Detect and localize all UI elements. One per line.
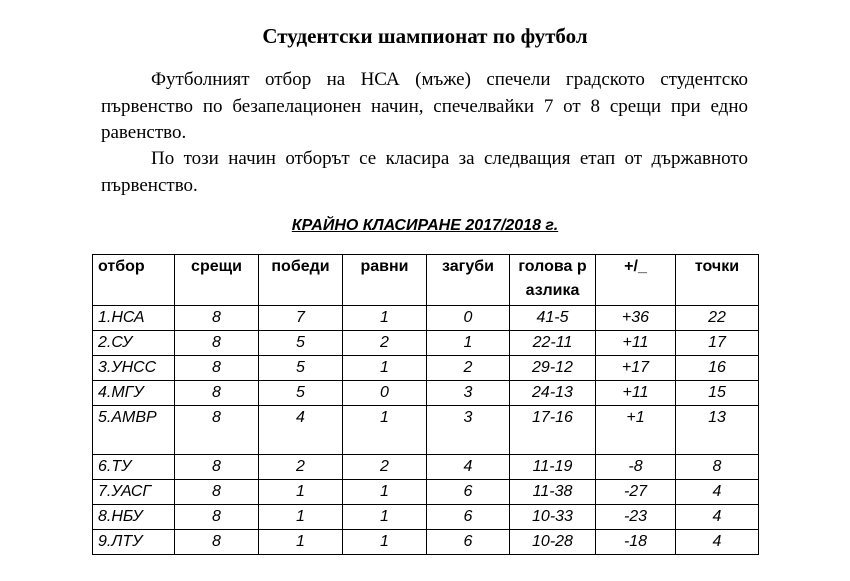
column-header-team: отбор [93,255,175,306]
cell-draws: 1 [343,480,427,505]
cell-team: 5.АМВР [93,406,175,455]
column-header-matches: срещи [175,255,259,306]
cell-losses: 2 [427,356,510,381]
table-row [93,480,759,505]
cell-goals: 10-33 [510,505,596,530]
cell-points: 16 [676,356,759,381]
column-header-points: точки [676,255,759,306]
cell-matches: 8 [175,356,259,381]
cell-wins: 7 [259,306,343,331]
cell-points: 17 [676,331,759,356]
cell-draws: 1 [343,505,427,530]
table-row [93,381,759,406]
cell-wins: 1 [259,505,343,530]
column-header-draws: равни [343,255,427,306]
cell-points: 4 [676,530,759,555]
cell-losses: 1 [427,331,510,356]
cell-wins: 1 [259,480,343,505]
cell-draws: 1 [343,356,427,381]
cell-wins: 5 [259,356,343,381]
cell-goals: 22-11 [510,331,596,356]
column-header-goals: голова разлика [510,255,596,306]
table-row [93,406,759,455]
cell-goal-difference: -27 [596,480,676,505]
cell-goal-difference: +17 [596,356,676,381]
cell-points: 15 [676,381,759,406]
table-row [93,455,759,480]
paragraph-1: Футболният отбор на НСА (мъже) спечели градското студентско първенство по безапелационен начин, спечелвайки 7 от 8 срещи при едно равенство. [101,69,748,143]
cell-team: 1.НСА [93,306,175,331]
cell-wins: 5 [259,381,343,406]
cell-points: 8 [676,455,759,480]
cell-draws: 2 [343,331,427,356]
cell-wins: 1 [259,530,343,555]
cell-goal-difference: +11 [596,331,676,356]
cell-losses: 3 [427,406,510,455]
cell-goal-difference: -8 [596,455,676,480]
cell-matches: 8 [175,455,259,480]
cell-goal-difference: -23 [596,505,676,530]
document-title: Студентски шампионат по футбол [262,24,588,48]
paragraph-2: По този начин отборът се класира за следващия етап от държавното първенство. [101,148,748,196]
cell-points: 4 [676,505,759,530]
cell-team: 9.ЛТУ [93,530,175,555]
cell-goals: 41-5 [510,306,596,331]
cell-points: 22 [676,306,759,331]
column-header-losses: загуби [427,255,510,306]
cell-goals: 24-13 [510,381,596,406]
cell-matches: 8 [175,406,259,455]
cell-matches: 8 [175,480,259,505]
cell-losses: 4 [427,455,510,480]
cell-draws: 0 [343,381,427,406]
cell-team: 2.СУ [93,331,175,356]
cell-losses: 6 [427,505,510,530]
cell-team: 6.ТУ [93,455,175,480]
cell-goal-difference: -18 [596,530,676,555]
column-header-goal-difference: +/_ [596,255,676,306]
cell-losses: 6 [427,530,510,555]
cell-team: 4.МГУ [93,381,175,406]
table-header-row [93,255,759,306]
cell-goals: 11-19 [510,455,596,480]
cell-team: 7.УАСГ [93,480,175,505]
cell-draws: 1 [343,530,427,555]
cell-team: 3.УНСС [93,356,175,381]
cell-goals: 11-38 [510,480,596,505]
cell-wins: 2 [259,455,343,480]
table-row [93,356,759,381]
cell-losses: 0 [427,306,510,331]
cell-draws: 1 [343,406,427,455]
cell-draws: 1 [343,306,427,331]
table-row [93,331,759,356]
cell-goal-difference: +36 [596,306,676,331]
cell-goal-difference: +11 [596,381,676,406]
cell-wins: 4 [259,406,343,455]
cell-losses: 6 [427,480,510,505]
cell-matches: 8 [175,331,259,356]
cell-points: 13 [676,406,759,455]
cell-matches: 8 [175,505,259,530]
cell-goals: 29-12 [510,356,596,381]
cell-team: 8.НБУ [93,505,175,530]
cell-goals: 10-28 [510,530,596,555]
table-row [93,505,759,530]
table-row [93,306,759,331]
cell-wins: 5 [259,331,343,356]
cell-goals: 17-16 [510,406,596,455]
cell-matches: 8 [175,381,259,406]
table-row [93,530,759,555]
cell-draws: 2 [343,455,427,480]
cell-matches: 8 [175,530,259,555]
cell-points: 4 [676,480,759,505]
cell-losses: 3 [427,381,510,406]
cell-matches: 8 [175,306,259,331]
table-title: КРАЙНО КЛАСИРАНЕ 2017/2018 г. [291,217,559,234]
standings-table [92,254,759,555]
cell-goal-difference: +1 [596,406,676,455]
column-header-wins: победи [259,255,343,306]
